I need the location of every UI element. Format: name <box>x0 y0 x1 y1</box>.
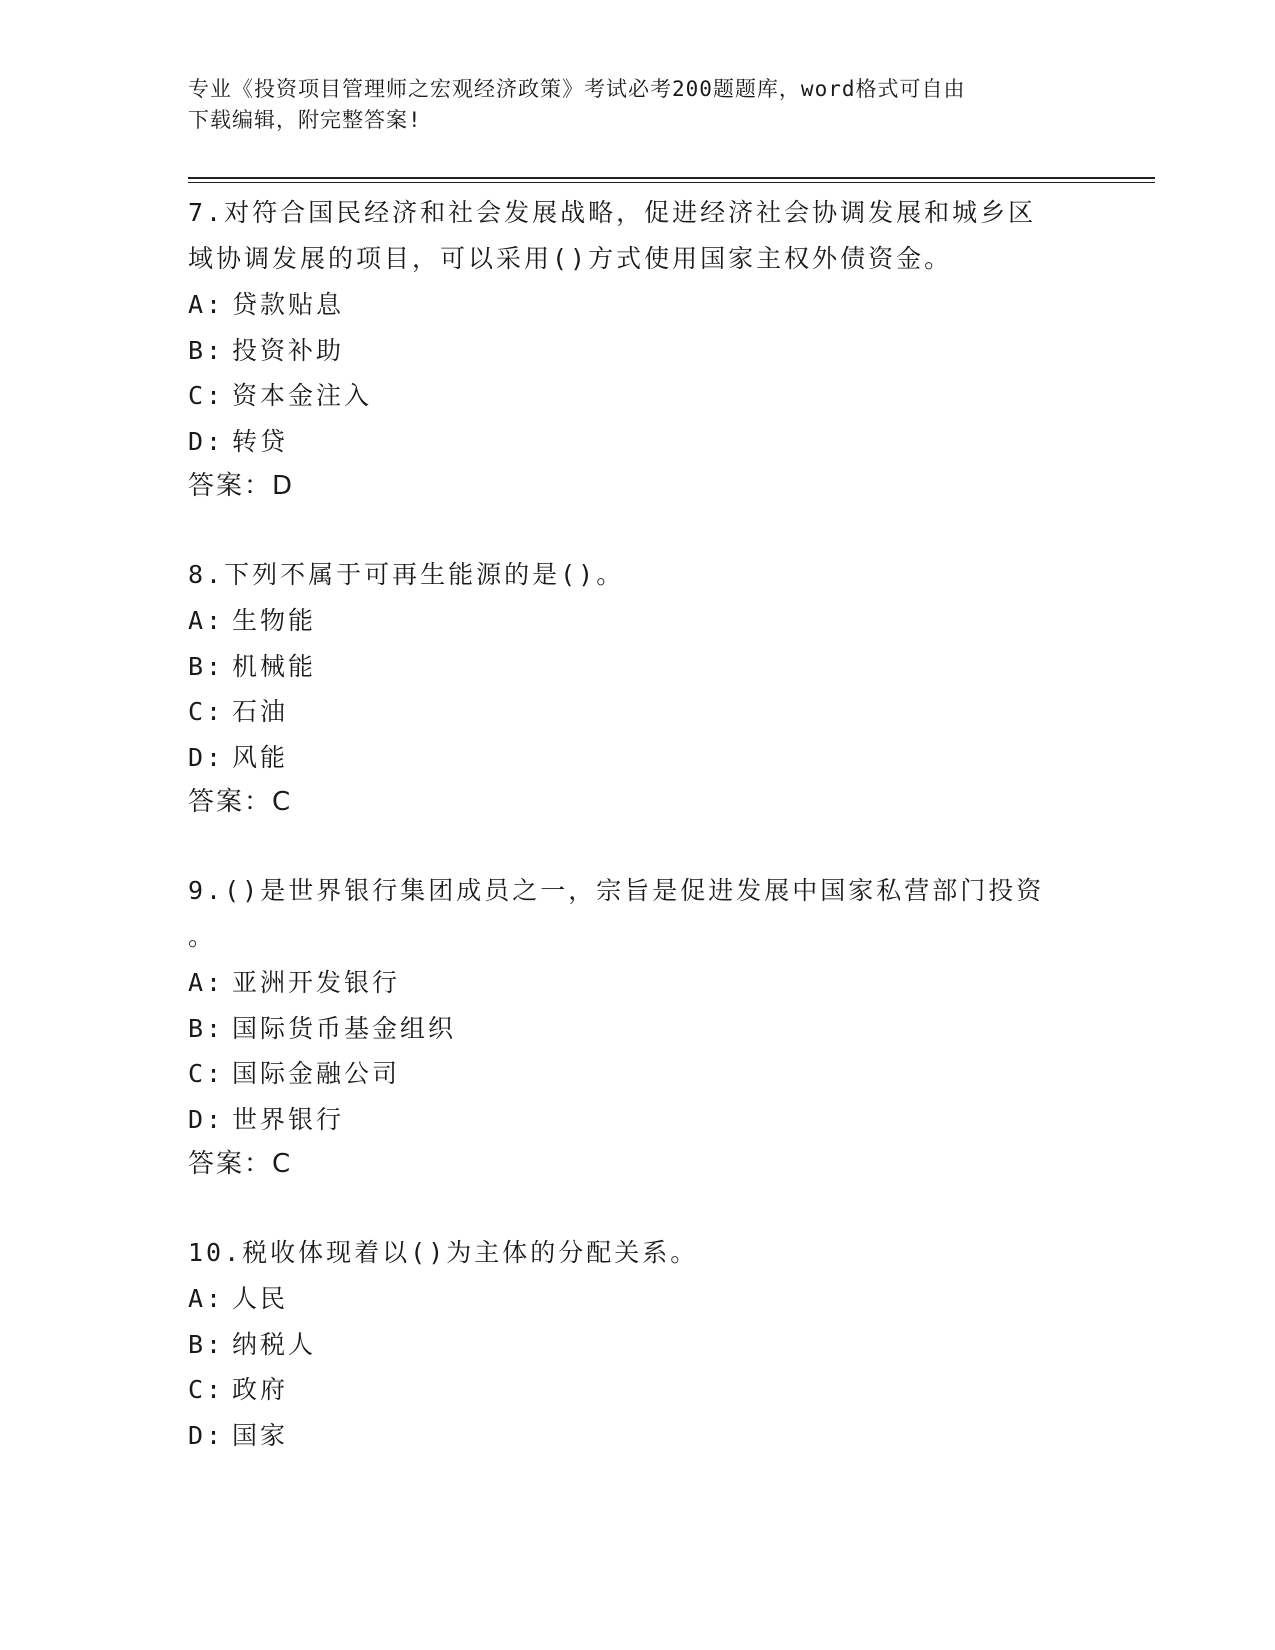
question-10 <box>188 1230 1088 1458</box>
option-key: B: <box>188 335 225 365</box>
option-d <box>188 419 1088 465</box>
option-text: 国际货币基金组织 <box>232 1013 457 1043</box>
answer-value: C <box>272 787 293 817</box>
answer-value: C <box>272 1149 293 1179</box>
option-key: C: <box>188 697 225 726</box>
option-c <box>188 373 1088 419</box>
option-c <box>188 1367 1088 1413</box>
header-line-2: 下载编辑，附完整答案! <box>188 108 422 132</box>
option-text: 国家 <box>232 1420 289 1450</box>
question-list <box>188 190 1088 1502</box>
option-b <box>188 644 1088 690</box>
question-text-line: 域协调发展的项目，可以采用()方式使用国家主权外债资金。 <box>188 244 953 273</box>
option-c <box>188 1051 1088 1097</box>
option-key: D: <box>188 426 225 456</box>
option-list <box>188 282 1088 464</box>
question-text-line: 7.对符合国民经济和社会发展战略，促进经济社会协调发展和城乡区 <box>188 198 1037 227</box>
option-text: 贷款贴息 <box>232 290 345 319</box>
question-text-line: 8.下列不属于可再生能源的是()。 <box>188 560 625 589</box>
option-text: 亚洲开发银行 <box>232 968 401 997</box>
option-text: 转贷 <box>232 426 289 456</box>
answer-label: 答案： <box>188 787 273 817</box>
question-text <box>188 1230 1088 1276</box>
question-text-line: 10.税收体现着以()为主体的分配关系。 <box>188 1238 699 1267</box>
question-text <box>188 868 1088 960</box>
option-text: 投资补助 <box>232 335 345 365</box>
header-line-1: 专业《投资项目管理师之宏观经济政策》考试必考200题题库，word格式可自由 <box>188 77 966 101</box>
option-key: A: <box>188 1284 225 1313</box>
option-key: B: <box>188 1013 225 1043</box>
option-a <box>188 1276 1088 1322</box>
option-d <box>188 735 1088 781</box>
option-key: A: <box>188 606 225 635</box>
option-b <box>188 1006 1088 1052</box>
option-d <box>188 1413 1088 1459</box>
option-a <box>188 282 1088 328</box>
answer-line <box>188 1142 1088 1186</box>
option-key: C: <box>188 1059 225 1088</box>
question-text-line: 。 <box>188 922 217 951</box>
question-text <box>188 190 1088 282</box>
option-key: D: <box>188 1104 225 1134</box>
answer-line <box>188 780 1088 824</box>
option-list <box>188 598 1088 780</box>
question-9 <box>188 868 1088 1186</box>
question-8 <box>188 552 1088 824</box>
option-text: 国际金融公司 <box>232 1059 401 1088</box>
answer-line <box>188 464 1088 508</box>
option-key: C: <box>188 381 225 410</box>
option-key: C: <box>188 1375 225 1404</box>
option-list <box>188 960 1088 1142</box>
option-b <box>188 328 1088 374</box>
option-key: B: <box>188 651 225 681</box>
option-b <box>188 1322 1088 1368</box>
option-key: D: <box>188 742 225 772</box>
option-a <box>188 960 1088 1006</box>
option-text: 纳税人 <box>232 1329 317 1359</box>
option-key: A: <box>188 968 225 997</box>
question-text <box>188 552 1088 598</box>
document-header <box>188 74 1068 136</box>
option-text: 石油 <box>232 697 289 726</box>
option-list <box>188 1276 1088 1458</box>
option-text: 政府 <box>232 1375 289 1404</box>
option-key: A: <box>188 290 225 319</box>
header-divider-thick <box>188 177 1155 179</box>
option-key: D: <box>188 1420 225 1450</box>
option-key: B: <box>188 1329 225 1359</box>
answer-value: D <box>272 471 295 501</box>
option-text: 风能 <box>232 742 289 772</box>
option-a <box>188 598 1088 644</box>
answer-label: 答案： <box>188 471 273 501</box>
header-divider-thin <box>188 182 1155 183</box>
option-c <box>188 689 1088 735</box>
option-d <box>188 1097 1088 1143</box>
option-text: 资本金注入 <box>232 381 373 410</box>
option-text: 世界银行 <box>232 1104 345 1134</box>
question-text-line: 9.()是世界银行集团成员之一，宗旨是促进发展中国家私营部门投资 <box>188 876 1045 905</box>
option-text: 生物能 <box>232 606 317 635</box>
option-text: 机械能 <box>232 651 317 681</box>
answer-label: 答案： <box>188 1149 273 1179</box>
question-7 <box>188 190 1088 508</box>
option-text: 人民 <box>232 1284 289 1313</box>
